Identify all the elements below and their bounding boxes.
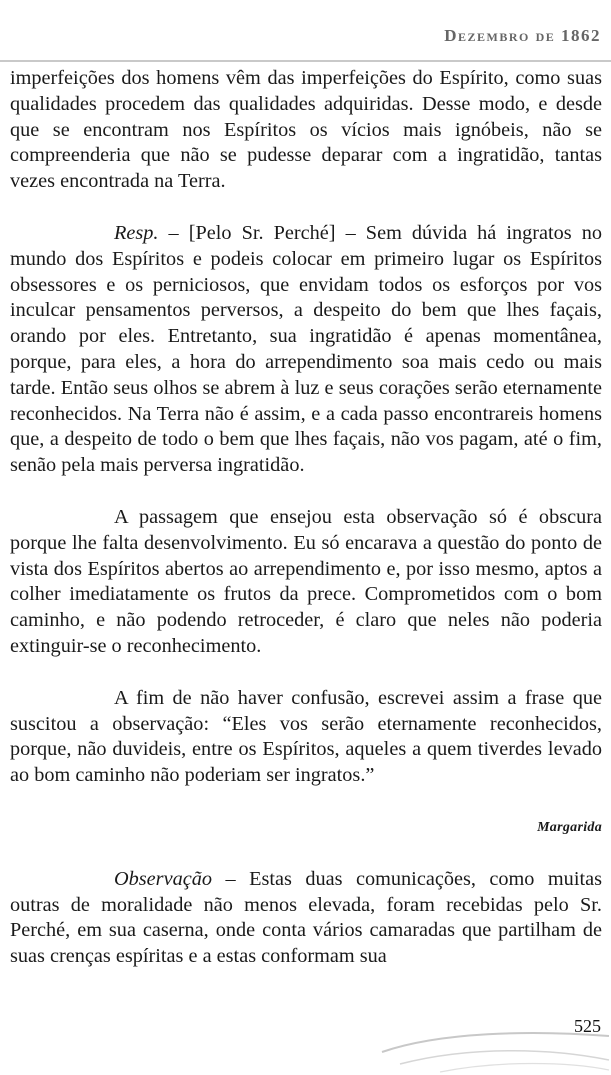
paragraph-gap <box>10 789 602 815</box>
paragraph-3: A passagem que ensejou esta observação só é obscura porque lhe falta desenvolvimento. Eu só encarava a questão do ponto de vista dos Espíritos abertos ao arrependimento e, por isso mesmo, aptos a colher imediatamente os frutos da prece. Comprometidos com o bom caminho, e não podendo retroceder, é claro que neles não poderia extinguir-se o reconhecimento. <box>10 505 602 657</box>
paragraph-gap <box>10 841 602 867</box>
running-head: Dezembro de 1862 <box>444 26 601 45</box>
paragraph-gap <box>10 195 602 221</box>
header-rule <box>0 60 611 62</box>
paragraph-gap <box>10 479 602 505</box>
paragraph-4: A fim de não haver confusão, escrevei assim a frase que suscitou a observação: “Eles vos serão eternamente reconhecidos, porque, não duvideis, entre os Espíritos, aqueles a quem tiverdes levado ao bom caminho não poderiam ser ingratos.” <box>10 686 602 787</box>
paragraph-1: imperfeições dos homens vêm das imperfeições do Espírito, como suas qualidades procedem das qualidades adquiridas. Desse modo, e desde que se encontram nos Espíritos os vícios mais ignóbeis, não se compreenderia que não se pudesse deparar com a ingratidão, tantas vezes encontrada na Terra. <box>10 67 602 193</box>
resp-label: Resp. <box>114 221 159 244</box>
page-number: 525 <box>574 1016 601 1036</box>
paragraph-5-text: – Estas duas comunicações, como muitas outras de moralidade não menos elevada, foram recebidas pelo Sr. Perché, em sua caserna, onde conta vários camaradas que partilham de suas crenças espíritas e a estas conformam sua <box>10 867 602 968</box>
paragraph-2-text: – [Pelo Sr. Perché] – Sem dúvida há ingratos no mundo dos Espíritos e podeis colocar em primeiro lugar os Espíritos obsessores e os perniciosos, que envidam todos os esforços por vos inculcar pensamentos perversos, a despeito do bem que lhes façais, orando por eles. Entretanto, sua ingratidão é apenas momentânea, porque, para eles, a hora do arrependimento soa mais cedo ou mais tarde. Então seus olhos se abrem à luz e seus corações serão eternamente reconhecidos. Na Terra não é assim, e a cada passo encontrareis homens que, a despeito de todo o bem que lhes façais, não vos pagam, até o fim, senão pela mais perversa ingratidão. <box>10 221 602 477</box>
paragraph-5 <box>10 867 602 970</box>
body-text <box>10 66 602 970</box>
paragraph-gap <box>10 660 602 686</box>
observacao-label: Observação <box>114 867 212 890</box>
signature: Margarida <box>537 819 602 835</box>
paragraph-2 <box>10 221 602 479</box>
